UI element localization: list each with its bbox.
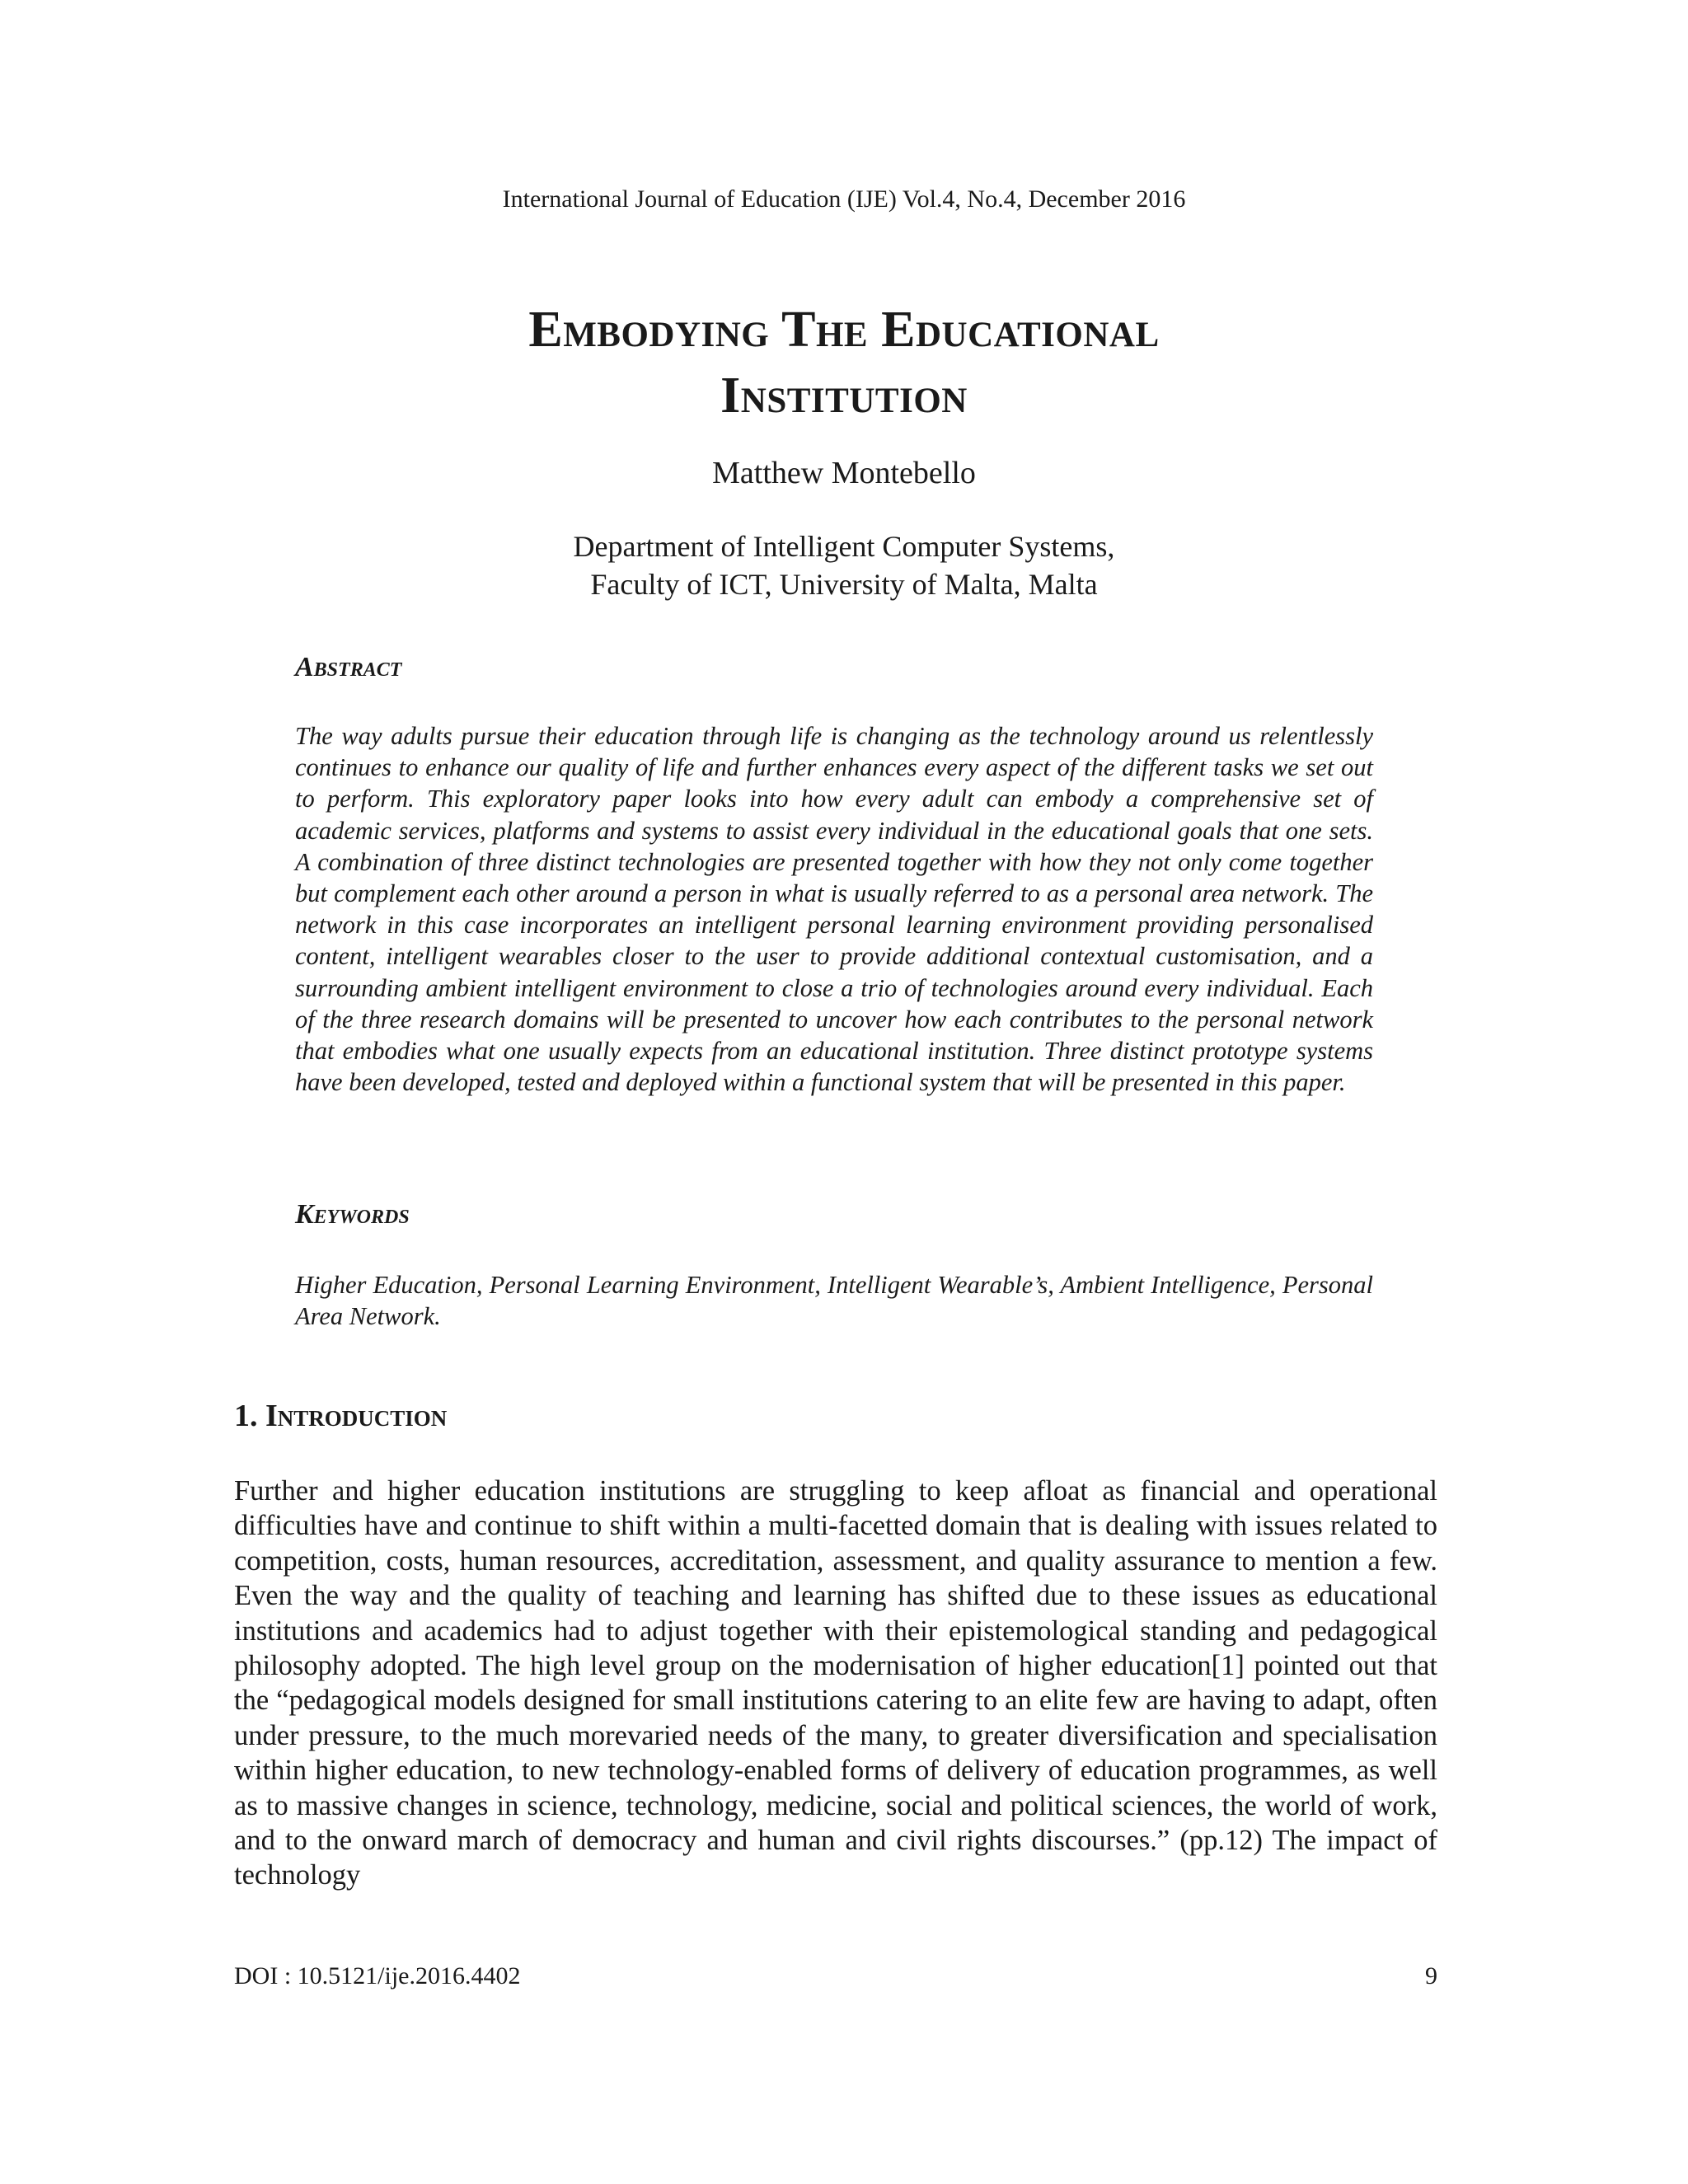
title-line-1: Embodying The Educational [528,302,1160,358]
title-line-2: Institution [720,368,968,424]
abstract-heading: Abstract [295,652,402,682]
keywords-heading: Keywords [295,1199,410,1230]
introduction-heading: 1. Introduction [234,1399,448,1433]
keywords-text: Higher Education, Personal Learning Environment, Intelligent Wearable’s, Ambient Intelligence, Personal Area Network. [295,1271,1373,1331]
author-name: Matthew Montebello [712,456,976,490]
abstract-text: The way adults pursue their education through life is changing as the technology around us relentlessly continues to enhance our quality of life and further enhances every aspect of the different tasks we set out to perform. This exploratory paper looks into how every adult can embody a comprehensive set of academic services, platforms and systems to assist every individual in the educational goals that one sets. A combination of three distinct technologies are presented together with how they not only come together but complement each other around a person in what is usually referred to as a personal area network. The network in this case incorporates an intelligent personal learning environment providing personalised content, intelligent wearables closer to the user to provide additional contextual customisation, and a surrounding ambient intelligent environment to close a trio of technologies around every individual. Each of the three research domains will be presented to uncover how each contributes to the personal network that embodies what one usually expects from an educational institution. Three distinct prototype systems have been developed, tested and deployed within a functional system that will be presented in this paper. [295,722,1373,1097]
page-number: 9 [1425,1962,1437,1990]
author-affiliation [0,527,1688,603]
affiliation-line-2: Faculty of ICT, University of Malta, Malta [590,568,1098,601]
affiliation-line-1: Department of Intelligent Computer Systems, [573,530,1115,563]
paper-title [247,297,1441,429]
introduction-text: Further and higher education institutions are struggling to keep afloat as financial and operational difficulties have and continue to shift within a multi-facetted domain that is dealing with issues related to competition, costs, human resources, accreditation, assessment, and quality assurance to mention a few. Even the way and the quality of teaching and learning has shifted due to these issues as educational institutions and academics had to adjust together with their epistemological standing and pedagogical philosophy adopted. The high level group on the modernisation of higher education[1] pointed out that the “pedagogical models designed for small institutions catering to an elite few are having to adapt, often under pressure, to the much morevaried needs of the many, to greater diversification and specialisation within higher education, to new technology-enabled forms of delivery of education programmes, as well as to massive changes in science, technology, medicine, social and political sciences, the world of work, and to the onward march of democracy and human and civil rights discourses.” (pp.12) The impact of technology [234,1475,1437,1891]
doi-footer: DOI : 10.5121/ije.2016.4402 [234,1962,521,1990]
running-header: International Journal of Education (IJE) Vol.4, No.4, December 2016 [502,185,1186,213]
